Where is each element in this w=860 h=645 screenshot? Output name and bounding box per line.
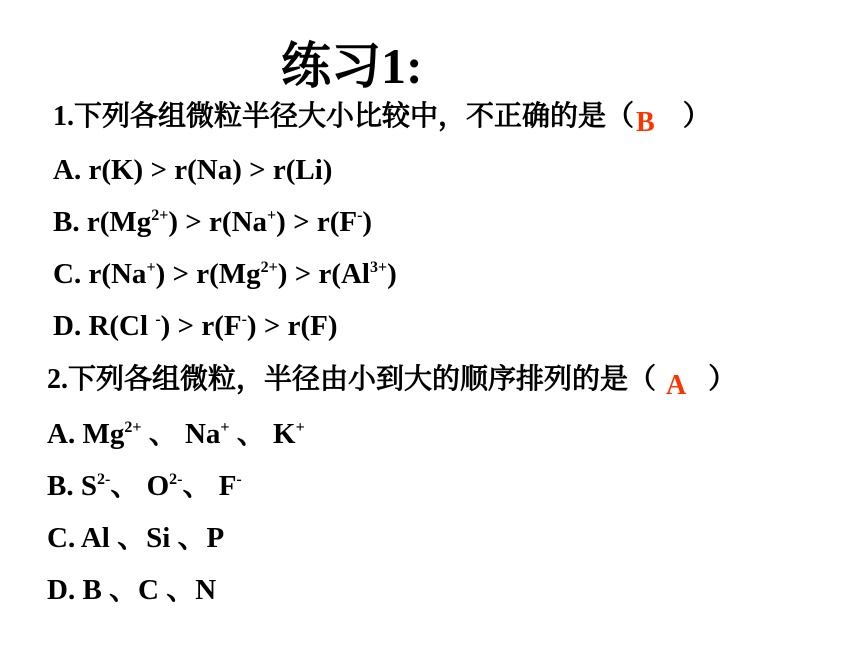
- q1-option-d: [53, 308, 338, 349]
- q1-option-a: [53, 152, 332, 188]
- question-1-answer: B: [636, 107, 655, 138]
- question-1-text: 1.下列各组微粒半径大小比较中，不正确的是（: [53, 101, 635, 132]
- option-letter: B.: [47, 470, 74, 502]
- q2-option-b: [47, 468, 242, 509]
- option-letter: D.: [47, 574, 76, 606]
- option-letter: B.: [53, 206, 80, 238]
- option-text: $r(Mg^{2+}) > r(Na^+) > r(F^-)$: [86, 206, 373, 238]
- question-2-close-paren: ）: [708, 364, 737, 395]
- option-text: $Mg^{2+}$ 、 Na+ 、 K+: [82, 418, 305, 450]
- option-text: $S^{2-}$、 $O^{2-}$、 F-: [80, 470, 242, 502]
- question-1-close-paren: ）: [682, 101, 711, 132]
- question-2-answer: A: [666, 370, 687, 401]
- option-letter: A.: [53, 154, 82, 186]
- q2-option-d: [47, 572, 216, 608]
- question-2-stem: [47, 362, 737, 401]
- question-2-text: 2.下列各组微粒，半径由小到大的顺序排列的是（: [47, 364, 657, 395]
- q2-option-a: [47, 416, 305, 457]
- q2-option-c: [47, 520, 224, 556]
- option-letter: C.: [53, 258, 82, 290]
- option-text: B 、C 、N: [82, 574, 217, 606]
- option-text: R(Cl -) > r(F-) > r(F): [88, 310, 338, 342]
- option-letter: A.: [47, 418, 76, 450]
- option-text: Al 、Si 、P: [80, 522, 225, 554]
- q1-option-b: [53, 204, 372, 245]
- option-letter: D.: [53, 310, 82, 342]
- q1-option-c: [53, 256, 397, 297]
- exercise-title: 练习1:: [281, 38, 423, 94]
- option-letter: C.: [47, 522, 76, 554]
- option-text: r(K) > r(Na) > r(Li): [88, 154, 333, 186]
- option-text: $r(Na^+) > r(Mg^{2+}) > r(Al^{3+})$: [88, 258, 397, 290]
- question-1-stem: [53, 99, 711, 138]
